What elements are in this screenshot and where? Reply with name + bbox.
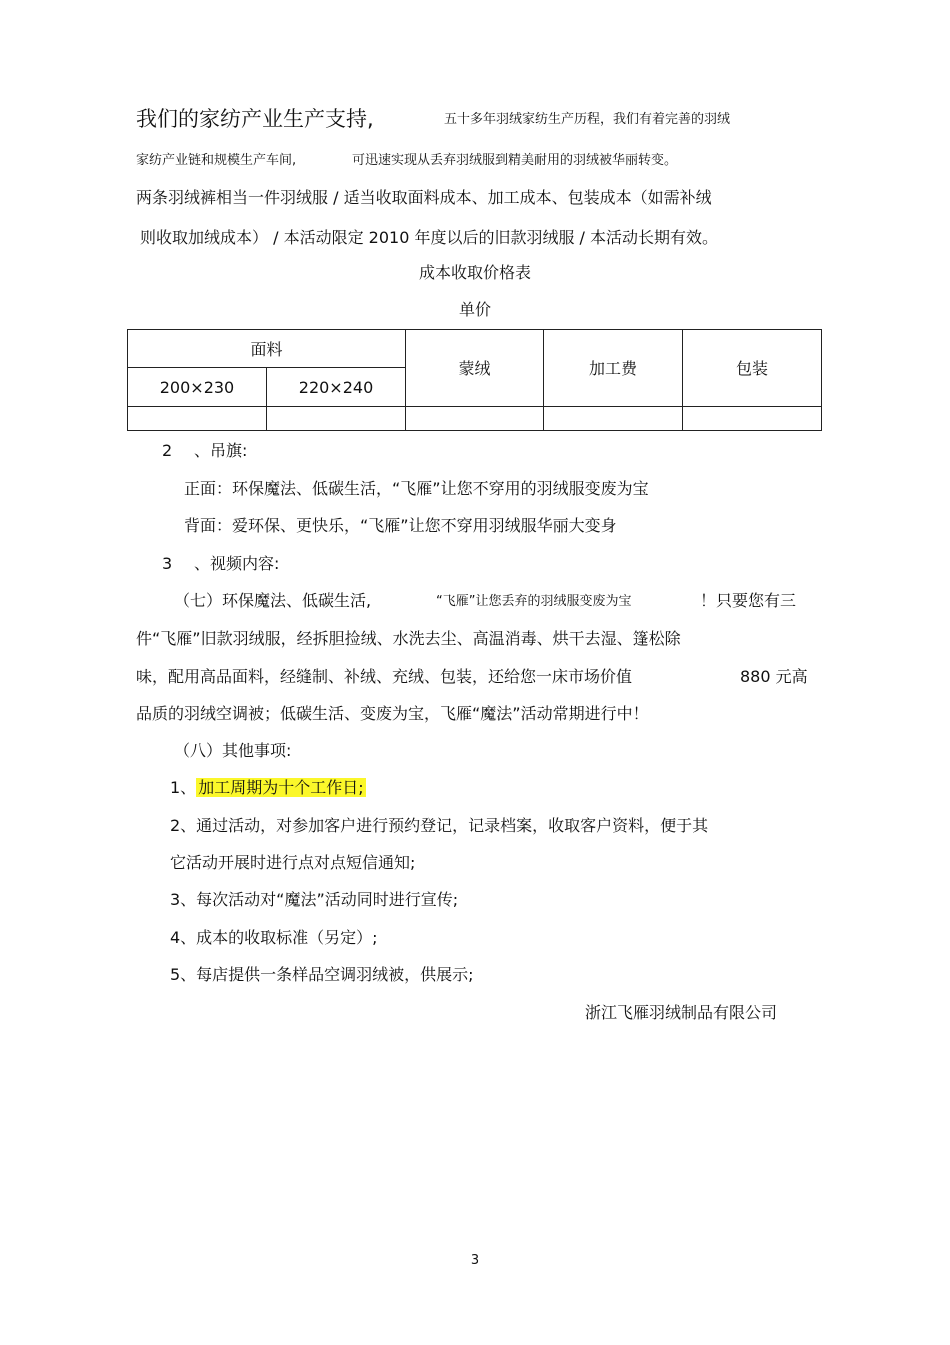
banner-back: 背面：爱环保、更快乐，“飞雁”让您不穿用羽绒服华丽大变身 bbox=[184, 516, 617, 535]
price-table bbox=[127, 329, 822, 431]
table-cell bbox=[544, 406, 683, 430]
page-number: 3 bbox=[470, 1253, 480, 1268]
highlighted-text: 加工周期为十个工作日; bbox=[198, 778, 364, 797]
table-cell bbox=[267, 406, 406, 430]
table-cell bbox=[683, 406, 822, 430]
banner-number: 2 bbox=[162, 441, 173, 460]
other-item-4: 4、成本的收取标准（另定）; bbox=[170, 928, 378, 947]
video-p2: 件“飞雁”旧款羽绒服，经拆胆捡绒、水洗去尘、高温消毒、烘干去湿、篷松除 bbox=[136, 629, 681, 648]
table-cell bbox=[406, 406, 544, 430]
video-p3b: 880 元高 bbox=[740, 667, 808, 686]
header-fabric: 面料 bbox=[128, 330, 406, 368]
intro-line-2b: 可迅速实现从丢弃羽绒服到精美耐用的羽绒被华丽转变。 bbox=[352, 153, 678, 168]
table-subtitle: 单价 bbox=[458, 300, 491, 319]
video-p1c: ！只要您有三 bbox=[700, 591, 797, 610]
header-size-2: 220×240 bbox=[267, 368, 406, 406]
other-item-1 bbox=[170, 778, 366, 798]
header-down: 蒙绒 bbox=[406, 330, 544, 407]
header-size-1: 200×230 bbox=[128, 368, 267, 406]
intro-line-2a: 家纺产业链和规模生产车间, bbox=[136, 153, 297, 168]
company-name: 浙江飞雁羽绒制品有限公司 bbox=[585, 1003, 778, 1022]
intro-line-3: 两条羽绒裤相当一件羽绒服 / 适当收取面料成本、加工成本、包装成本（如需补绒 bbox=[136, 188, 712, 207]
table-row bbox=[128, 406, 822, 430]
table-title: 成本收取价格表 bbox=[418, 263, 531, 282]
other-item-1-number: 1、 bbox=[170, 778, 197, 797]
video-number: 3 bbox=[162, 554, 173, 573]
banner-label: 、吊旗: bbox=[194, 441, 248, 460]
other-item-5: 5、每店提供一条样品空调羽绒被，供展示; bbox=[170, 965, 474, 984]
video-label: 、视频内容: bbox=[194, 554, 280, 573]
other-title: （八）其他事项: bbox=[174, 741, 292, 760]
video-p3a: 味，配用高品面料，经缝制、补绒、充绒、包装，还给您一床市场价值 bbox=[136, 667, 633, 686]
video-p1a: （七）环保魔法、低碳生活, bbox=[174, 591, 372, 610]
other-item-3: 3、每次活动对“魔法”活动同时进行宣传; bbox=[170, 890, 459, 909]
banner-front: 正面：环保魔法、低碳生活，“飞雁”让您不穿用的羽绒服变废为宝 bbox=[184, 479, 649, 498]
video-p1b: “飞雁”让您丢弃的羽绒服变废为宝 bbox=[436, 594, 632, 609]
table-cell bbox=[128, 406, 267, 430]
other-item-2a: 2、通过活动，对参加客户进行预约登记，记录档案，收取客户资料，便于其 bbox=[170, 816, 709, 835]
intro-line-1a: 我们的家纺产业生产支持, bbox=[136, 107, 374, 131]
header-packaging: 包装 bbox=[683, 330, 822, 407]
video-p4: 品质的羽绒空调被；低碳生活、变废为宝，飞雁“魔法”活动常期进行中！ bbox=[136, 704, 649, 723]
intro-line-1b: 五十多年羽绒家纺生产历程，我们有着完善的羽绒 bbox=[444, 112, 731, 127]
other-item-2b: 它活动开展时进行点对点短信通知; bbox=[170, 853, 416, 872]
header-processing: 加工费 bbox=[544, 330, 683, 407]
intro-line-4: 则收取加绒成本） / 本活动限定 2010 年度以后的旧款羽绒服 / 本活动长期有效。 bbox=[140, 228, 719, 247]
